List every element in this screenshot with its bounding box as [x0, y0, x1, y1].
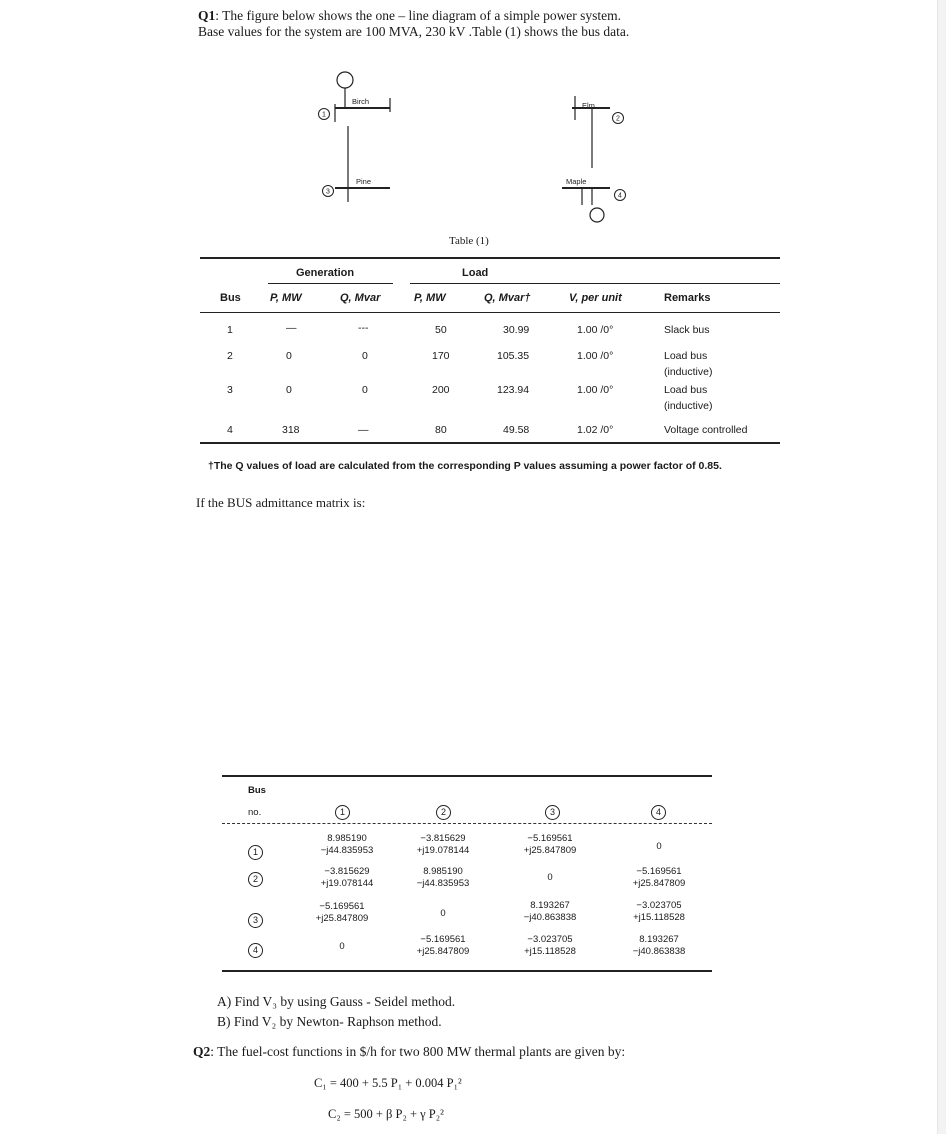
- table-caption: Table (1): [449, 235, 489, 247]
- y-cell: 0: [547, 872, 553, 883]
- y-col-label-1: 1: [335, 805, 350, 820]
- y-cell: 0: [440, 908, 446, 919]
- col-bus: Bus: [220, 292, 241, 304]
- bus-name-birch: Birch: [352, 97, 370, 106]
- row2-load-q: 105.35: [497, 350, 530, 362]
- col-load-q: Q, Mvar†: [484, 292, 531, 304]
- col-voltage: V, per unit: [569, 292, 622, 304]
- bus-name-pine: Pine: [356, 177, 372, 186]
- generator-symbol-birch: [337, 72, 353, 88]
- bus-name-elm: Elm: [582, 101, 595, 110]
- row4-remarks: Voltage controlled: [664, 424, 748, 436]
- header-load: Load: [462, 267, 489, 279]
- y-row-label-1: 1: [248, 845, 263, 860]
- y-cell: 8.985190 −j44.835953: [320, 833, 374, 856]
- y-cell: 8.193267 −j40.863838: [632, 934, 686, 957]
- row1-gen-q: ---: [358, 322, 369, 334]
- row1-load-p: 50: [435, 324, 447, 336]
- y-col-label-3: 3: [545, 805, 560, 820]
- row1-voltage: 1.00 /0°: [577, 324, 614, 336]
- y-cell: 8.985190 −j44.835953: [416, 866, 470, 889]
- admittance-intro: If the BUS admittance matrix is:: [196, 495, 366, 510]
- row3-gen-q: 0: [362, 384, 368, 396]
- row3-load-p: 200: [432, 384, 450, 396]
- row4-gen-p: 318: [282, 424, 300, 436]
- y-row-label-4: 4: [248, 943, 263, 958]
- col-remarks: Remarks: [664, 292, 711, 304]
- row3-remarks-1: Load bus: [664, 384, 708, 396]
- y-cell: 8.193267 −j40.863838: [523, 900, 577, 923]
- row3-bus: 3: [227, 384, 233, 396]
- y-cell: −3.815629 +j19.078144: [320, 866, 374, 889]
- y-cell: −5.169561 +j25.847809: [315, 901, 369, 924]
- row4-load-p: 80: [435, 424, 447, 436]
- row2-gen-q: 0: [362, 350, 368, 362]
- question-2: Q2: The fuel-cost functions in $/h for two 800 MW thermal plants are given by:: [193, 1044, 626, 1059]
- y-row-label-2: 2: [248, 872, 263, 887]
- y-cell: −5.169561 +j25.847809: [416, 934, 470, 957]
- y-cell: −3.815629 +j19.078144: [416, 833, 470, 856]
- row2-bus: 2: [227, 350, 233, 362]
- header-generation: Generation: [296, 267, 355, 279]
- intro-line-1: Q1: The figure below shows the one – line diagram of a simple power system.: [198, 8, 622, 23]
- row3-gen-p: 0: [286, 384, 292, 396]
- question-b: B) Find V₂ by Newton- Raphson method.: [217, 1014, 442, 1029]
- col-gen-p: P, MW: [270, 292, 302, 304]
- row2-remarks-2: (inductive): [664, 366, 713, 378]
- row4-voltage: 1.02 /0°: [577, 424, 614, 436]
- page-edge: [937, 0, 946, 1134]
- row3-remarks-2: (inductive): [664, 400, 713, 412]
- y-cell: −3.023705 +j15.118528: [633, 900, 685, 923]
- table-footnote: †The Q values of load are calculated from the corresponding P values assuming a power factor of 0.85.: [208, 460, 722, 472]
- row3-voltage: 1.00 /0°: [577, 384, 614, 396]
- y-cell: −3.023705 +j15.118528: [524, 934, 576, 957]
- q1-label: Q1: [198, 8, 216, 23]
- row1-remarks: Slack bus: [664, 324, 710, 336]
- row4-gen-q: —: [358, 424, 369, 436]
- row2-load-p: 170: [432, 350, 450, 362]
- bus-num-4: 4: [618, 192, 622, 200]
- row1-gen-p: —: [286, 322, 297, 334]
- one-line-diagram: [300, 70, 660, 230]
- bus-num-3: 3: [326, 188, 330, 196]
- bus-name-maple: Maple: [566, 177, 587, 186]
- y-cell: −5.169561 +j25.847809: [523, 833, 577, 856]
- col-load-p: P, MW: [414, 292, 446, 304]
- intro-line-2: Base values for the system are 100 MVA, 230 kV .Table (1) shows the bus data.: [198, 23, 630, 39]
- y-cell: 0: [339, 941, 345, 952]
- question-a: A) Find V₃ by using Gauss - Seidel method.: [217, 994, 456, 1009]
- bus-num-2: 2: [616, 115, 620, 123]
- y-row-label-3: 3: [248, 913, 263, 928]
- generator-symbol-maple: [590, 208, 604, 222]
- bus-num-1: 1: [322, 111, 326, 119]
- row2-voltage: 1.00 /0°: [577, 350, 614, 362]
- equation-c1: C₁ = 400 + 5.5 P₁ + 0.004 P₁²: [314, 1076, 462, 1090]
- y-header-no: no.: [248, 807, 262, 818]
- row4-bus: 4: [227, 424, 233, 436]
- equation-c2: C₂ = 500 + β P₂ + γ P₂²: [328, 1107, 444, 1121]
- row2-remarks-1: Load bus: [664, 350, 708, 362]
- q2-label: Q2: [193, 1044, 211, 1059]
- y-col-label-4: 4: [651, 805, 666, 820]
- row2-gen-p: 0: [286, 350, 292, 362]
- y-cell: 0: [656, 841, 662, 852]
- row3-load-q: 123.94: [497, 384, 530, 396]
- col-gen-q: Q, Mvar: [340, 292, 381, 304]
- intro-text: [198, 8, 629, 39]
- row4-load-q: 49.58: [503, 424, 530, 436]
- row1-load-q: 30.99: [503, 324, 530, 336]
- row1-bus: 1: [227, 324, 233, 336]
- y-col-label-2: 2: [436, 805, 451, 820]
- y-cell: −5.169561 +j25.847809: [632, 866, 686, 889]
- y-header-bus: Bus: [248, 785, 266, 796]
